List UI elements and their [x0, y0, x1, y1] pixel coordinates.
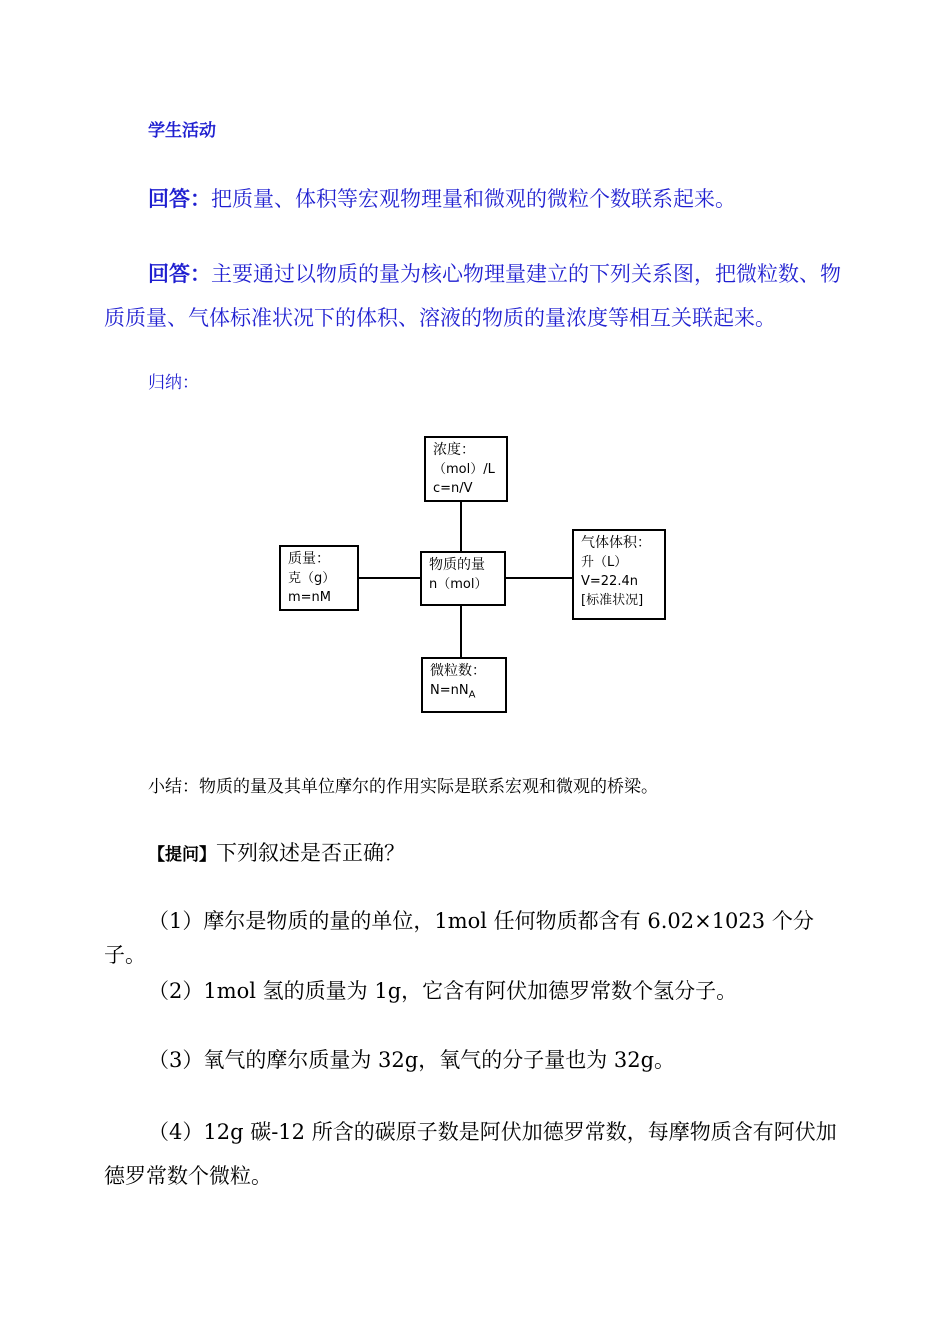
section-heading [104, 114, 844, 148]
box-title: 浓度： [433, 442, 475, 458]
connector-left [358, 577, 421, 579]
concentration-box [424, 436, 508, 502]
mass-box [279, 545, 359, 611]
box-condition: [标准状况] [581, 593, 644, 608]
box-formula: c=n/V [433, 481, 473, 496]
question-text: 下列叙述是否正确？ [216, 841, 405, 865]
box-formula [430, 681, 498, 705]
box-unit: 克（g） [288, 571, 336, 586]
summary-label-text: 归纳： [148, 373, 199, 393]
conclusion-text: 小结：物质的量及其单位摩尔的作用实际是联系宏观和微观的桥梁。 [148, 777, 658, 797]
box-formula: m=nM [288, 590, 332, 605]
question-label: 【提问】 [148, 845, 216, 865]
box-unit: （mol）/L [433, 462, 495, 477]
amount-of-substance-box [420, 551, 506, 606]
question-item-3 [104, 1043, 844, 1077]
item-text: （4）12g 碳-12 所含的碳原子数是阿伏加德罗常数，每摩物质含有阿伏加德罗常数个微粒。 [104, 1120, 837, 1188]
summary-label [104, 366, 844, 400]
answer-text: 把质量、体积等宏观物理量和微观的微粒个数联系起来。 [211, 187, 736, 211]
conclusion-paragraph [104, 770, 844, 804]
particle-number-box [421, 657, 507, 713]
answer-paragraph-2 [104, 252, 844, 340]
answer-text: 主要通过以物质的量为核心物理量建立的下列关系图，把微粒数、物质质量、气体标准状况下的体积、溶液的物质的量浓度等相互关联起来。 [104, 262, 841, 330]
connector-top [460, 501, 462, 553]
answer-label: 回答： [148, 261, 211, 286]
formula-main: N=nN [430, 683, 469, 698]
answer-paragraph-1 [104, 182, 844, 216]
item-text: （2）1mol 氢的质量为 1g，它含有阿伏加德罗常数个氢分子。 [148, 979, 738, 1003]
box-unit: 升（L） [581, 555, 628, 570]
box-title: 物质的量 [429, 557, 485, 573]
item-text: （1）摩尔是物质的量的单位，1mol 任何物质都含有 6.02×1023 个分子。 [104, 909, 814, 967]
box-formula: V=22.4n [581, 574, 638, 589]
box-title: 微粒数： [430, 663, 486, 679]
answer-label: 回答： [148, 186, 211, 211]
heading-text: 学生活动 [148, 121, 216, 141]
box-unit: n（mol） [429, 577, 488, 592]
gas-volume-box [572, 529, 666, 620]
box-title: 气体体积： [581, 535, 651, 551]
formula-subscript: A [468, 689, 476, 701]
box-title: 质量： [288, 551, 330, 567]
question-paragraph [104, 836, 844, 872]
connector-right [505, 577, 573, 579]
question-item-4 [104, 1110, 844, 1198]
item-text: （3）氧气的摩尔质量为 32g，氧气的分子量也为 32g。 [148, 1048, 676, 1072]
question-item-1 [104, 904, 844, 972]
connector-bottom [460, 605, 462, 658]
question-item-2 [104, 974, 844, 1008]
